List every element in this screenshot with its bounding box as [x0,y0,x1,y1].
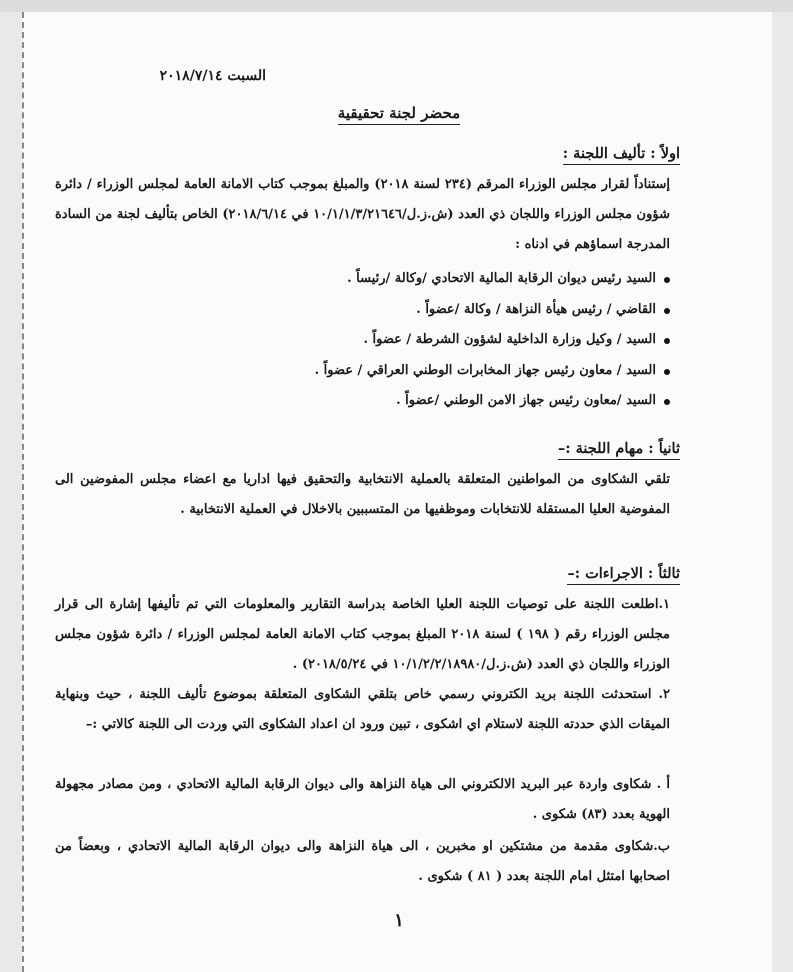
committee-member: القاضي / رئيس هيأة النزاهة / وكالة /عضواً . [90,295,670,326]
committee-member: السيد رئيس ديوان الرقابة المالية الاتحادي /وكالة /رئيساً . [90,264,670,295]
procedure-item-2a: أ . شكاوى واردة عبر البريد الالكتروني الى هياة النزاهة والى ديوان الرقابة المالية الاتحادي ، ومن مصادر مجهولة الهوية بعدد (٨٣) شكوى . [55,777,670,822]
committee-members-list [90,264,670,417]
document-page [22,12,772,972]
section-1-heading [563,145,680,162]
section-3-heading [567,565,680,582]
section-1-intro: إستناداً لقرار مجلس الوزراء المرقم (٢٣٤ لسنة ٢٠١٨) والمبلغ بموجب كتاب الامانة العامة لمجلس الوزراء / دائرة شؤون مجلس الوزراء واللجان ذي العدد (ش.ز.ل/١٠/١/١/٣/٢١٦٤٦ في ٢٠١٨/٦/١٤) الخاص بتأليف لجنة من السادة المدرجة اسماؤهم في ادناه : [55,177,670,252]
procedure-item-2b: ب.شكاوى مقدمة من مشتكين او مخبرين ، الى هياة النزاهة والى ديوان الرقابة المالية الاتحادي ، وبعضاً من اصحابها امتثل امام اللجنة بعدد ( ٨١ ) شكوى . [55,839,670,884]
page-number: ١ [394,910,404,931]
committee-member: السيد / وكيل وزارة الداخلية لشؤون الشرطة / عضواً . [90,325,670,356]
section-1-heading-text: اولاً : تأليف اللجنة : [563,145,680,165]
committee-member: السيد / معاون رئيس جهاز المخابرات الوطني العراقي / عضواً . [90,356,670,387]
section-2-heading-text: ثانياً : مهام اللجنة :– [558,440,680,460]
document-title [24,104,774,122]
procedure-item-1: ١.اطلعت اللجنة على توصيات اللجنة العليا الخاصة بدراسة التقارير والمعلومات التي تم تأليفها إشارة الى قرار مجلس الوزراء رقم ( ١٩٨ ) لسنة ٢٠١٨ المبلغ بموجب كتاب الامانة العامة لمجلس الوزراء / دائرة شؤون مجلس الوزراء واللجان ذي العدد (ش.ز.ل/١٠/١/٢/٢/١٨٩٨٠ في ٢٠١٨/٥/٢٤) . [55,597,670,672]
section-3-heading-text: ثالثاً : الاجراءات :– [567,565,680,585]
section-2-body: تلقي الشكاوى من المواطنين المتعلقة بالعملية الانتخابية والتحقيق فيها اداريا مع اعضاء مجلس المفوضين الى المفوضية العليا المستقلة للانتخابات وموظفيها من المتسببين بالاخلال في العملية الانتخابية . [55,472,670,517]
section-2-heading [558,440,680,457]
document-title-text: محضر لجنة تحقيقية [338,104,460,125]
procedure-item-2: ٢. استحدثت اللجنة بريد الكتروني رسمي خاص بتلقي الشكاوى المتعلقة بموضوع تأليف اللجنة ، حيث وبنهاية الميقات الذي حددته اللجنة لاستلام اي اشكوى ، تبين ورود ان اعداد الشكاوى التي وردت الى اللجنة كالاتي :– [55,687,670,732]
scan-top-edge [0,0,793,12]
document-date: السبت ٢٠١٨/٧/١٤ [159,68,266,84]
committee-member: السيد /معاون رئيس جهاز الامن الوطني /عضواً . [90,386,670,417]
